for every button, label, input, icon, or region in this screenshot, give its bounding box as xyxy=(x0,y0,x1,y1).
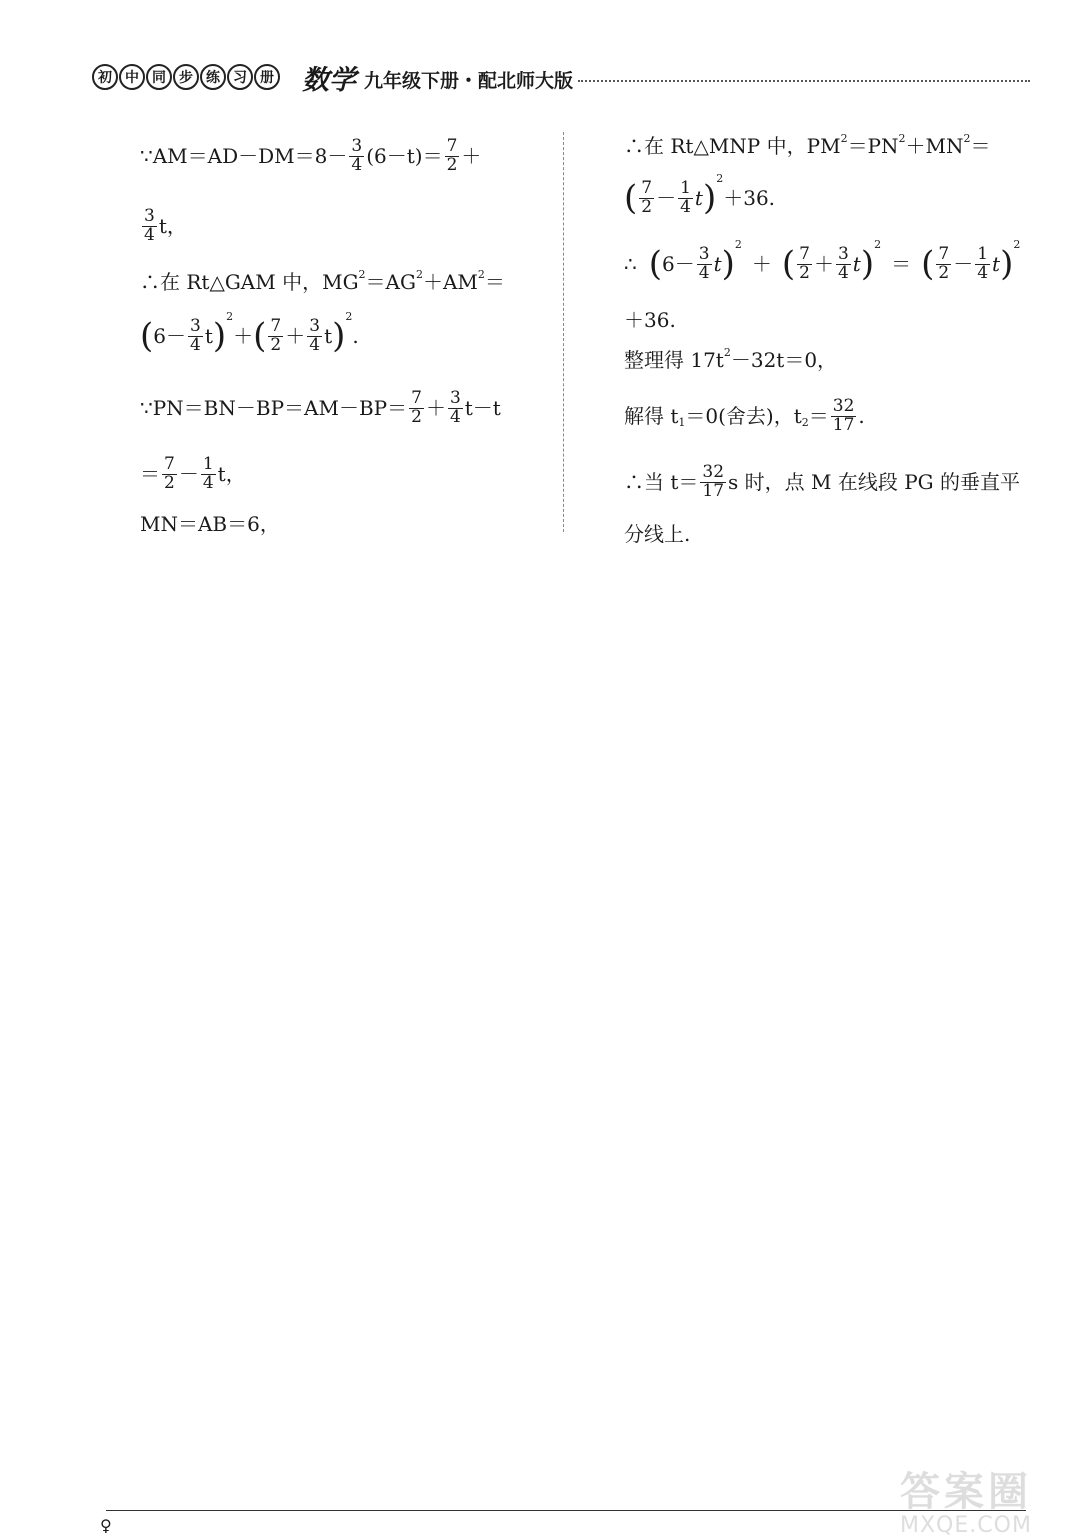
line-am xyxy=(140,138,481,175)
fraction xyxy=(162,456,177,493)
text: ＋ xyxy=(813,252,834,277)
fraction xyxy=(700,464,726,501)
denominator: 4 xyxy=(449,406,461,427)
text: ＝ xyxy=(808,404,829,429)
fraction xyxy=(797,246,812,283)
series-char: 中 xyxy=(119,64,145,90)
text: ＝0(舍去)，t xyxy=(685,404,802,429)
header-dotted-rule xyxy=(578,80,1030,82)
numerator: 32 xyxy=(702,462,725,482)
denominator: 4 xyxy=(309,334,321,355)
denominator: 2 xyxy=(411,406,422,427)
line-simplify xyxy=(624,345,838,372)
numerator: 1 xyxy=(680,178,691,198)
series-char: 册 xyxy=(254,64,280,90)
text: ∵PN＝BN－BP＝AM－BP＝ xyxy=(140,396,408,421)
column-divider xyxy=(563,132,564,532)
text: ∵AM＝AD－DM＝8－ xyxy=(140,144,348,169)
denominator: 2 xyxy=(446,154,458,175)
denominator: 4 xyxy=(977,262,989,283)
footer-rule xyxy=(106,1510,1026,1511)
denominator: 2 xyxy=(938,262,950,283)
text: . xyxy=(858,404,865,429)
text: 解得 t xyxy=(624,404,679,429)
paren: ( xyxy=(624,178,638,219)
text: 6－ xyxy=(153,324,186,349)
series-title xyxy=(92,64,280,90)
fraction xyxy=(409,390,424,427)
numerator: 7 xyxy=(411,388,422,408)
denominator: 2 xyxy=(641,196,653,217)
page-header xyxy=(92,62,1032,96)
text: s 时，点 M 在线段 PG 的垂直平 xyxy=(728,470,1021,495)
text: t xyxy=(204,324,213,349)
exponent: 2 xyxy=(963,131,971,145)
fraction xyxy=(697,246,712,283)
fraction xyxy=(831,398,857,435)
series-char: 同 xyxy=(146,64,172,90)
denominator: 17 xyxy=(702,480,725,501)
paren: ) xyxy=(1000,244,1014,285)
fraction xyxy=(445,138,460,175)
exponent: 2 xyxy=(723,345,731,359)
text: ＋36. xyxy=(723,186,776,211)
series-char: 习 xyxy=(227,64,253,90)
text: ＋ xyxy=(285,324,306,349)
exponent: 2 xyxy=(415,267,423,281)
text: ＋ xyxy=(751,252,772,277)
paren: ( xyxy=(781,244,796,285)
fraction xyxy=(836,246,851,283)
series-char: 步 xyxy=(173,64,199,90)
paren: ( xyxy=(648,244,662,285)
text: ＋ xyxy=(425,396,446,421)
paren: ) xyxy=(721,244,735,285)
text: ＋MN xyxy=(905,134,964,158)
text: t， xyxy=(158,214,187,239)
numerator: 3 xyxy=(837,244,849,264)
line-solve xyxy=(624,398,865,435)
paren: ) xyxy=(212,316,227,357)
numerator: 3 xyxy=(449,388,461,408)
text: ＝ xyxy=(140,462,160,487)
numerator: 7 xyxy=(164,454,175,474)
denominator: 4 xyxy=(698,262,710,283)
line-plus36 xyxy=(624,310,676,330)
footer-ornament-icon: ♀ xyxy=(100,1516,112,1535)
exponent: 2 xyxy=(1013,237,1021,251)
numerator: 3 xyxy=(309,316,321,336)
line-rt-mnp xyxy=(624,131,991,158)
fraction xyxy=(201,456,216,493)
text: ＝PN xyxy=(847,134,899,158)
text: (6－t)＝ xyxy=(366,144,443,169)
text: ∴在 Rt△MNP 中，PM xyxy=(624,134,841,158)
denominator: 4 xyxy=(680,196,691,217)
line-equation: ∴ ( 6－ $\frac{3}{4}$ t ) 2 ＋ ( $\frac{7}{2}$ ＋ $\frac{3}{4}$ t ) 2 ＝ ( $\frac{7}{2}$ － $\frac{1}{4}$ t ) 2 xyxy=(624,237,1021,285)
line-conclusion-cont xyxy=(624,524,690,544)
fraction xyxy=(448,390,463,427)
exponent: 2 xyxy=(226,309,234,323)
fraction xyxy=(268,318,283,355)
denominator: 2 xyxy=(270,334,282,355)
paren: ( xyxy=(253,316,267,357)
text: 整理得 17t xyxy=(624,348,724,372)
text: ＝ xyxy=(484,270,505,294)
text: － xyxy=(953,252,974,277)
text: ∴当 t＝ xyxy=(624,470,699,495)
watermark-logo xyxy=(900,1460,1050,1538)
numerator: 3 xyxy=(698,244,710,264)
subscript: 2 xyxy=(801,415,809,429)
line-pm-expansion: ( $\frac{7}{2}$ － $\frac{1}{4}$ t ) 2 ＋36. xyxy=(624,171,776,219)
paren: ( xyxy=(921,244,935,285)
numerator: 3 xyxy=(144,206,155,226)
line-pn xyxy=(140,390,501,427)
exponent: 2 xyxy=(716,171,724,185)
fraction xyxy=(936,246,951,283)
fraction xyxy=(188,318,203,355)
subject-title: 数学 xyxy=(302,65,356,96)
denominator: 17 xyxy=(832,414,855,435)
paren: ) xyxy=(332,316,346,357)
exponent: 2 xyxy=(358,267,366,281)
text: MN＝AB＝6， xyxy=(140,512,280,536)
denominator: 2 xyxy=(164,472,175,493)
numerator: 7 xyxy=(446,136,458,156)
numerator: 3 xyxy=(190,316,201,336)
line-am-cont xyxy=(140,208,187,245)
text: . xyxy=(352,324,359,349)
text: 6－ xyxy=(662,252,695,277)
numerator: 1 xyxy=(977,244,989,264)
text: ＝AG xyxy=(365,270,416,294)
text: t xyxy=(324,324,333,349)
paren: ) xyxy=(702,178,717,219)
text: ＝ xyxy=(970,134,991,158)
line-conclusion xyxy=(624,464,1020,501)
line-mg-expansion xyxy=(140,309,359,357)
fraction xyxy=(349,138,364,175)
text: ∴ xyxy=(624,252,637,277)
text: ＋36. xyxy=(624,308,676,332)
text: ＝ xyxy=(891,252,912,277)
numerator: 7 xyxy=(938,244,950,264)
numerator: 7 xyxy=(641,178,653,198)
fraction xyxy=(307,318,322,355)
exponent: 2 xyxy=(345,309,353,323)
line-rt-gam xyxy=(140,267,505,294)
fraction xyxy=(142,208,157,245)
line-mn xyxy=(140,514,280,534)
text: ＋ xyxy=(461,144,482,169)
subscript: 1 xyxy=(678,415,686,429)
numerator: 3 xyxy=(351,136,363,156)
paren: ) xyxy=(860,244,875,285)
text: t－t xyxy=(464,396,501,421)
denominator: 4 xyxy=(190,334,201,355)
numerator: 7 xyxy=(799,244,810,264)
edition-label: 九年级下册・配北师大版 xyxy=(364,70,574,92)
exponent: 2 xyxy=(477,267,485,281)
numerator: 1 xyxy=(202,454,214,474)
watermark-text: 答案圈 xyxy=(900,1469,1032,1515)
exponent: 2 xyxy=(898,131,906,145)
denominator: 4 xyxy=(351,154,363,175)
text: ＋AM xyxy=(422,270,478,294)
text: － xyxy=(656,186,677,211)
series-char: 练 xyxy=(200,64,226,90)
line-pn-result xyxy=(140,456,246,493)
text: ∴在 Rt△GAM 中，MG xyxy=(140,270,359,294)
paren: ( xyxy=(140,316,154,357)
denominator: 4 xyxy=(837,262,849,283)
text: ＋ xyxy=(233,324,254,349)
denominator: 4 xyxy=(202,472,214,493)
numerator: 7 xyxy=(270,316,282,336)
exponent: 2 xyxy=(840,131,848,145)
fraction xyxy=(975,246,990,283)
exponent: 2 xyxy=(734,237,742,251)
numerator: 32 xyxy=(832,396,855,416)
denominator: 4 xyxy=(144,224,155,245)
fraction xyxy=(678,180,693,217)
text: 分线上. xyxy=(624,522,691,546)
denominator: 2 xyxy=(799,262,810,283)
exponent: 2 xyxy=(874,237,882,251)
fraction xyxy=(639,180,654,217)
text: t， xyxy=(217,462,246,487)
text: －32t＝0， xyxy=(730,348,838,372)
watermark-url: MXQE.COM xyxy=(900,1513,1032,1538)
series-char: 初 xyxy=(92,64,118,90)
text: － xyxy=(178,462,199,487)
